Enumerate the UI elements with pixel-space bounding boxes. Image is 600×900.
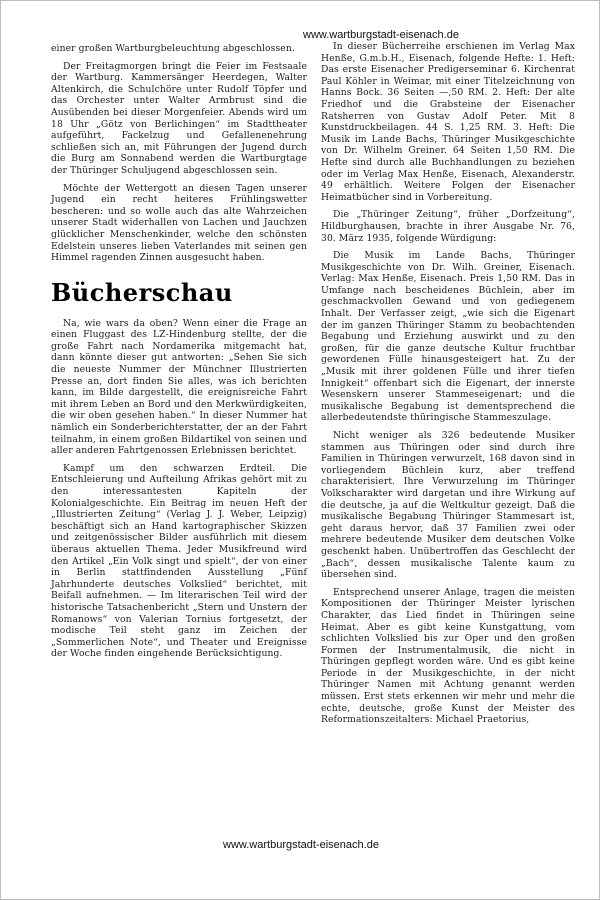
right-column xyxy=(321,41,575,732)
header-url: www.wartburgstadt-eisenach.de xyxy=(303,29,459,41)
section-heading: Bücherschau xyxy=(51,277,233,307)
left-paragraph-5: Kampf um den schwarzen Erdteil. Die Entschleierung und Aufteilung Afrikas gehört mit zu den interessantesten Kapiteln der Kolonialgeschichte. Ein Beitrag im neuen Heft der „Illustrierten Zeitung“ (Verlag J. J. Weber, Leipzig) beschäftigt sich an Hand kartographischer Skizzen und zeitgenössischer Bilder ausführlich mit diesem überaus aktuellen Thema. Jeder Musikfreund wird den Artikel „Ein Volk singt und spielt“, der von einer in Berlin stattfindenden Ausstellung „Fünf Jahrhunderte deutsches Volkslied“ berichtet, mit Beifall aufnehmen. — Im literarischen Teil wird der historische Tatsachenbericht „Stern und Unstern der Romanows“ von Valerian Tornius fortgesetzt, der modische Teil steht ganz im Zeichen der „Sommerlichen Note“, und Theater und Ereignisse der Woche finden eingehende Berücksichtigung. xyxy=(51,462,307,660)
left-column xyxy=(51,43,307,666)
left-paragraph-2: Der Freitagmorgen bringt die Feier im Festsaale der Wartburg. Kammersänger Heerdegen, Walter Altenkirch, die Schulchöre unter Rudolf Töpfer und das Orchester unter Walter Armbrust sind die Ausübenden bei dieser Morgenfeier. Abends wird um 18 Uhr „Götz von Berlichingen“ im Stadttheater aufgeführt, Fackelzug und Gefallenenehrung schließen sich an, mit Führungen der Jugend durch die Burg am Sonnabend werden die Wartburgtage der Thüringer Schuljugend abgeschlossen sein. xyxy=(51,60,307,176)
right-paragraph-5: Entsprechend unserer Anlage, tragen die meisten Kompositionen der Thüringer Meister lyrischen Charakter, das Lied findet in Thüringen seine Heimat. Aber es gibt keine Kunstgattung, vom schlichten Volkslied bis zur Oper und den großen Formen der Instrumentalmusik, die nicht in Thüringen gepflegt worden wäre. Und es gibt keine Periode in der Musikgeschichte, in der nicht Thüringer Namen mit Achtung genannt werden müssen. Erst stets erkennen wir mehr und mehr die echte, deutsche, große Kunst der Meister des Reformationszeitalters: Michael Praetorius, xyxy=(321,586,575,726)
left-paragraph-1: einer großen Wartburgbeleuchtung abgeschlossen. xyxy=(51,43,295,54)
footer-url: www.wartburgstadt-eisenach.de xyxy=(223,839,379,851)
right-paragraph-4: Nicht weniger als 326 bedeutende Musiker stammen aus Thüringen oder sind durch ihre Familien in Thüringen verwurzelt, 168 davon sind in vorliegendem Büchlein kurz, aber treffend charakterisiert. Ihre Verwurzelung im Thüringer Volkscharakter wird dargetan und ihre Wirkung auf die deutsche, ja auf die Weltkultur gezeigt. Daß die musikalische Begabung Thüringer Stammesart ist, geht daraus hervor, daß 37 Familien zwei oder mehrere bedeutende Musiker dem deutschen Volke geschenkt haben. Unübertroffen das Geschlecht der „Bach“, dessen musikalische Talente kaum zu übersehen sind. xyxy=(321,430,575,581)
left-paragraph-4: Na, wie wars da oben? Wenn einer die Frage an einen Fluggast des LZ-Hindenburg stellte, der die große Fahrt nach Nordamerika mitgemacht hat, dann könnte dieser gut antworten: „Sehen Sie sich die neueste Nummer der Münchner Illustrierten Presse an, dort finden Sie alles, was ich berichten kann, im Bilde dargestellt, die ereignisreiche Fahrt mit ihrem Leben an Bord und den Merkwürdigkeiten, die wir oben gesehen haben.“ In dieser Nummer hat nämlich ein Sonderberichterstatter, der an der Fahrt teilnahm, in einem großen Bildartikel von seinen und aller anderen Fahrtgenossen Erlebnissen berichtet. xyxy=(51,317,307,457)
right-paragraph-1: In dieser Bücherreihe erschienen im Verlag Max Henße, G.m.b.H., Eisenach, folgende Hefte: 1. Heft: Das erste Eisenacher Predigerseminar 6. Kirchenrat Paul Köhler in Weimar, mit einer Titelzeichnung von Hanns Bock. 36 Seiten —,50 RM. 2. Heft: Der alte Friedhof und die Grabsteine der Eisenacher Ratsherren von Gustav Adolf Peter. Mit 8 Kunstdruckbeilagen. 44 S. 1,25 RM. 3. Heft: Die Musik im Lande Bachs, Thüringer Musikgeschichte von Dr. Wilhelm Greiner. 64 Seiten 1,50 RM. Die Hefte sind durch alle Buchhandlungen zu beziehen oder im Verlag Max Henße, Eisenach, Alexanderstr. 49 erhältlich. Weitere Folgen der Eisenacher Heimatbücher sind in Vorbereitung. xyxy=(321,41,575,203)
right-paragraph-2: Die „Thüringer Zeitung“, früher „Dorfzeitung“, Hildburghausen, brachte in ihrer Ausgabe Nr. 76, 30. März 1935, folgende Würdigung: xyxy=(321,209,575,244)
left-paragraph-3: Möchte der Wettergott an diesen Tagen unserer Jugend ein recht heiteres Frühlingswetter bescheren: und so wolle auch das alte Wahrzeichen unserer Stadt widerhallen von Lachen und Jauchzen glücklicher Menschenkinder, welche den schönsten Edelstein unseres lieben Vaterlandes mit seinen gen Himmel ragenden Zinnen ausgesucht haben. xyxy=(51,182,307,264)
right-paragraph-3: Die Musik im Lande Bachs, Thüringer Musikgeschichte von Dr. Wilh. Greiner, Eisenach. Verlag: Max Henße, Eisenach. Preis 1,50 RM. Das in Umfange nach bescheidenes Büchlein, aber im geschmackvollen Gewand und von gediegenem Inhalt. Der Verfasser zeigt, „wie sich die Eigenart der im ganzen Thüringer Stamm zu beobachtenden Begabung und Erziehung auswirkt und zu den großen, für die ganze deutsche Kultur fruchtbar gewordenen Fülle hinausgesteigert hat. Zu der „Musik mit ihrer goldenen Fülle und ihrer tiefen Innigkeit“ offenbart sich die Eigenart, der innerste Wesenskern unserer Stammeseigenart; und die musikalische Begabung ist dementsprechend die allerbedeutendste thüringische Stammeszulage. xyxy=(321,250,575,424)
